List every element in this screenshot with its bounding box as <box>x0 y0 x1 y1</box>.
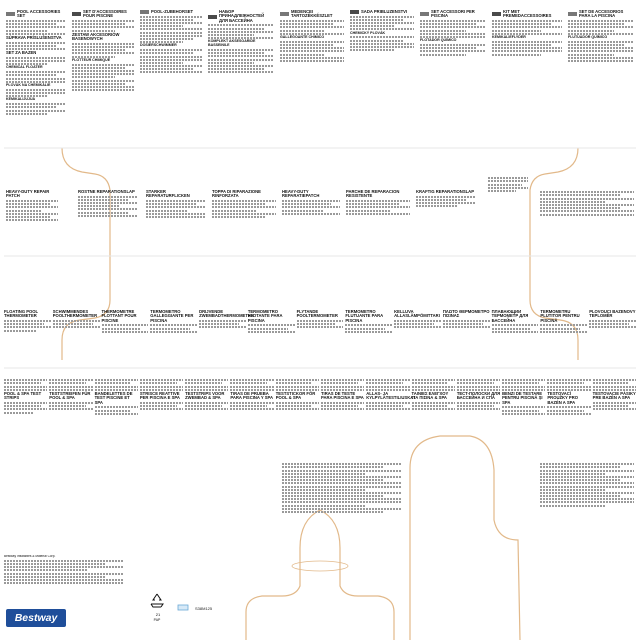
thermo-title: TERMÓMETRO FLOTANTE PARA PISCINA <box>247 310 283 323</box>
section-hu <box>280 10 344 146</box>
strip-col <box>412 378 455 458</box>
strip-col <box>140 378 183 458</box>
strip-title: TESTSTRIPS VOOR ZWEMBAD & SPA <box>185 390 225 401</box>
recycle-icon <box>148 592 166 610</box>
repair-col <box>282 190 340 250</box>
flag-icon <box>72 12 81 16</box>
strip-title: TESTSTREIFEN FÜR POOL & SPA <box>49 390 91 401</box>
repair-title: TOPPA DI RIPARAZIONE RINFORZATA <box>212 190 261 199</box>
bestway-logo: Bestway <box>6 609 66 627</box>
repair-title: HEAVY-DUTY REPAIR PATCH <box>6 190 50 199</box>
legal-footprint <box>4 555 124 603</box>
thermo-title: SCHWIMMENDES POOLTHERMOMETER <box>52 310 98 319</box>
lower-center-text <box>282 462 402 558</box>
repair-title: KRAFTIG REPARATIONSLAP <box>416 190 475 194</box>
repair-title: PARCHE DE REPARACIÓN RESISTENTE <box>346 190 400 199</box>
section-title: SET DE ACCESORIOS PARA LA PISCINA <box>579 10 624 19</box>
thermo-col <box>4 310 51 366</box>
section-title: ZESTAW AKCESORIÓW BASENOWYCH <box>72 31 120 42</box>
section-title: SÚPRAVA PRÍSLUŠENSTVA <box>6 34 62 40</box>
thermo-col <box>492 310 539 366</box>
strip-title: STRISCE REATTIVE PER PISCINA E SPA <box>139 390 180 401</box>
section-lv <box>350 10 414 146</box>
thermo-title: KELLUVA ALLASLÄMPÖMITTARI <box>394 310 440 319</box>
flag-icon <box>208 15 217 19</box>
section-title: SADA PRIBLUŽENSTVÍ <box>361 10 408 14</box>
thermo-col <box>589 310 636 366</box>
recycle-number: 21 <box>155 612 161 617</box>
subheading: FLOTTEUR CHIMIQUE <box>72 57 111 62</box>
strip-title: ΤΑΙΝΙΕΣ ΕΛΕΓΧΟΥ ΓΙΑ ΠΙΣΙΝΑ & SPA <box>411 390 449 401</box>
section-es <box>568 10 634 146</box>
thermometer-row <box>4 310 636 366</box>
thermo-col <box>394 310 441 366</box>
strip-col <box>593 378 636 458</box>
strip-col <box>49 378 92 458</box>
section-se <box>420 10 486 146</box>
thermo-col <box>53 310 100 366</box>
tray-icon <box>177 603 189 611</box>
subheading: PLOVÁK NA CHEMIKÁLIE <box>6 82 51 87</box>
strip-title: ТЕСТ-ПОЛОСКИ ДЛЯ БАССЕЙНА И СПА <box>456 390 501 401</box>
strip-col <box>321 378 364 458</box>
strip-col <box>457 378 500 458</box>
section-title: НАБОР ПРИНАДЛЕЖНОСТЕЙ ДЛЯ БАССЕЙНА <box>219 10 265 23</box>
subheading: FLUTUADOR QUÍMICO <box>568 34 608 39</box>
section-title: POOL-ZUBEHÖRSET <box>151 10 194 14</box>
flag-icon <box>6 12 15 16</box>
thermo-col <box>297 310 344 366</box>
strip-title: ALLAS- JA KYLPYLÄTESTILIUSKAT <box>366 390 416 401</box>
strip-title: BENZI DE TESTARE PENTRU PISCINĂ ȘI SPA <box>502 390 543 405</box>
strip-title: POOL & SPA TEST STRIPS <box>4 390 42 401</box>
strip-title: TIRAS DE TESTE PARA PISCINA E SPA <box>320 390 364 401</box>
thermo-title: ПЛАВАЮЩИЙ ТЕРМОМЕТР ДЛЯ БАССЕЙНА <box>491 310 529 323</box>
thermo-title: PLOVOUCÍ BAZÉNOVÝ TEPLOMĚR <box>589 310 636 319</box>
subheading: GALLÉGOANTE CHIMICO <box>280 34 325 39</box>
lower-right-text <box>540 462 634 558</box>
flag-icon <box>492 12 501 16</box>
repair-col <box>78 190 138 250</box>
thermo-col <box>150 310 197 366</box>
flag-icon <box>420 12 429 16</box>
flag-icon <box>140 10 149 14</box>
subheading: KEMIKALIJUJUA <box>6 97 36 102</box>
subheading: KEMIKALIEFLYDER <box>492 34 526 39</box>
legal-note: Bestway Inflatables & Material Corp. <box>4 555 56 558</box>
repair-col <box>540 190 634 250</box>
section-nl <box>492 10 562 146</box>
repair-title: ROSTNE REPARATIONSLAP <box>78 190 135 194</box>
section-title: KIT MET PREMEDACCESSOIRES <box>503 10 552 19</box>
product-code: S38M125 <box>195 606 213 611</box>
recycle-code: PAP <box>153 618 161 622</box>
strip-col <box>4 378 47 458</box>
thermo-col <box>443 310 490 366</box>
thermo-title: TERMOMETRO GALLEGGIANTE PER PISCINA <box>150 310 194 323</box>
repair-col <box>416 190 476 250</box>
repair-col <box>346 190 410 250</box>
thermo-col <box>248 310 295 366</box>
strip-title: TESTOVACIE PÁSIKY PRE BAZÉN A SPA <box>592 390 636 401</box>
strip-col <box>95 378 138 458</box>
test-strips-row <box>4 378 636 458</box>
strip-title: TIRAS DE PRUEBA PARA PISCINA Y SPA <box>230 390 274 401</box>
repair-col <box>212 190 276 250</box>
strip-title: BANDELETTES DE TEST PISCINE ET SPA <box>94 390 133 405</box>
thermo-col <box>540 310 587 366</box>
section-en <box>6 10 66 146</box>
repair-col <box>146 190 206 250</box>
thermo-title: THERMOMÈTRE FLOTTANT POUR PISCINE <box>101 310 137 323</box>
section-title: SET ZA BAZEN <box>6 50 37 56</box>
thermo-title: ΠΛΩΤΟ ΘΕΡΜΟΜΕΤΡΟ ΠΙΣΙΝΑΣ <box>442 310 490 319</box>
subheading: CHEMICAL FLOATER <box>6 65 43 70</box>
section-title: SET ACCESSORI PER PISCINA <box>431 10 475 19</box>
section-ru <box>208 10 274 146</box>
thermo-col <box>102 310 149 366</box>
strip-col <box>502 378 545 458</box>
strip-col <box>366 378 416 458</box>
arabic-block <box>488 176 528 216</box>
strip-col <box>185 378 228 458</box>
section-de <box>140 10 202 146</box>
section-title: SET D'ACCESSOIRES POUR PISCINE <box>83 10 127 19</box>
section-fr <box>72 10 134 146</box>
subheading: FLOTADOR QUÍMICO <box>420 38 457 43</box>
thermo-title: FLOATING POOL THERMOMETER <box>4 310 39 319</box>
thermo-col <box>199 310 254 366</box>
strip-title: TESTOVACÍ PROUŽKY PRO BAZÉN A SPA <box>547 390 579 405</box>
thermo-col <box>345 310 392 366</box>
section-title: MEDENCEI TARTOZÉKKÉSZLET <box>291 10 333 19</box>
flag-icon <box>280 12 289 16</box>
repair-col <box>6 190 58 250</box>
strip-col <box>276 378 319 458</box>
repair-title: HEAVY-DUTY REPARATIEPATCH <box>282 190 320 199</box>
flag-icon <box>350 10 359 14</box>
thermo-title: TERMOMETRU PLUTITOR PENTRU PISCINĂ <box>540 310 580 323</box>
thermo-title: TERMÓMETRO FLUTUANTE PARA PISCINA <box>345 310 384 323</box>
subheading: KOMPLEKT AKSESOARIDE BASSEINILE <box>208 39 256 48</box>
strip-col <box>547 378 590 458</box>
thermo-title: DRIJVENDE ZWEMBADTHERMOMETER <box>199 310 254 319</box>
flag-icon <box>568 12 577 16</box>
thermo-title: FLYTANDE POOLTERMOMETER <box>296 310 338 319</box>
strip-title: TESTSTICKOR FÖR POOL & SPA <box>275 390 316 401</box>
section-title: POOL ACCESSORIES SET <box>17 10 61 19</box>
repair-title: STARKER REPARATURFLICKEN <box>146 190 190 199</box>
strip-col <box>230 378 273 458</box>
subheading: DOSIERSCHWIMMER <box>140 43 177 48</box>
subheading: CHEMICKÝ PLOVÁK <box>350 30 386 35</box>
